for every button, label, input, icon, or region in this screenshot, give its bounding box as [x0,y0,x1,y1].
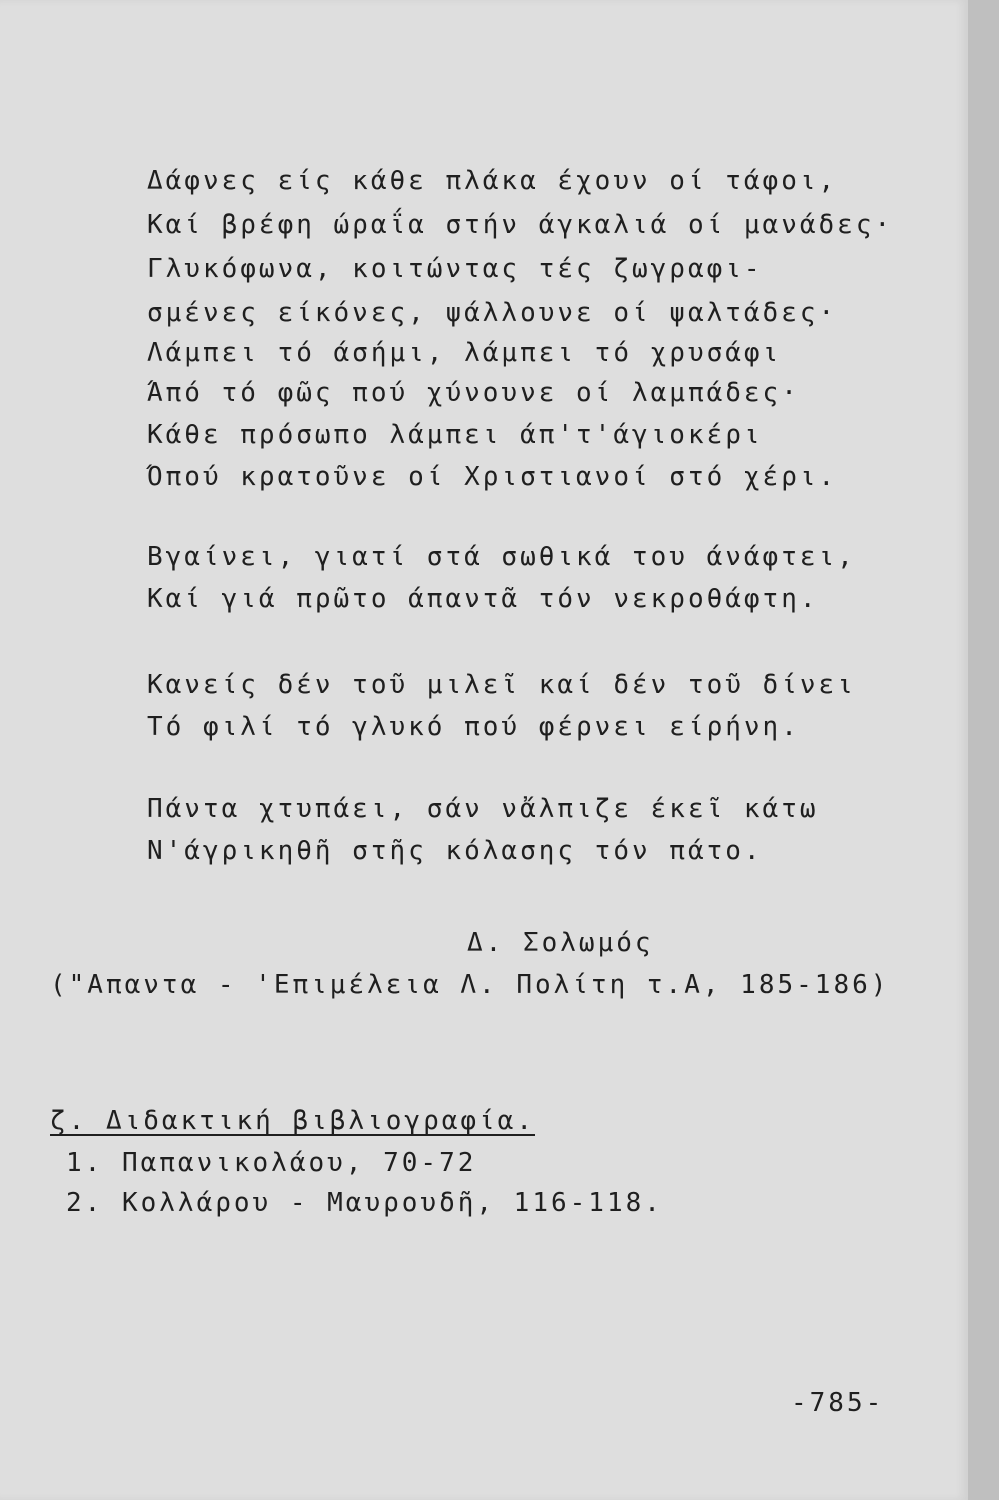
bibliography-heading: ζ. Διδακτική βιβλιογραφία. [50,1106,535,1136]
poem-line: Γλυκόφωνα, κοιτώντας τές ζωγραφι- [147,254,763,284]
poem-line: Βγαίνει, γιατί στά σωθικά του άνάφτει, [147,542,856,572]
poem-line: Πάντα χτυπάει, σάν νἄλπιζε έκεῖ κάτω [147,794,819,824]
poem-line: Κάθε πρόσωπο λάμπει άπ'τ'άγιοκέρι [147,420,763,450]
author-signature: Δ. Σολωμός [467,928,654,958]
page-number: -785- [791,1388,885,1418]
poem-line: Λάμπει τό άσήμι, λάμπει τό χρυσάφι [147,338,782,368]
poem-line: Τό φιλί τό γλυκό πού φέρνει είρήνη. [147,712,800,742]
poem-line: σμένες είκόνες, ψάλλουνε οί ψαλτάδες· [147,298,838,328]
poem-line: Κανείς δέν τοῦ μιλεῖ καί δέν τοῦ δίνει [147,670,856,700]
poem-line: Καί βρέφη ώραΐα στήν άγκαλιά οί μανάδες· [147,210,894,240]
poem-line: Καί γιά πρῶτο άπαντᾶ τόν νεκροθάφτη. [147,584,819,614]
poem-line: Άπό τό φῶς πού χύνουνε οί λαμπάδες· [147,378,800,408]
poem-line: Δάφνες είς κάθε πλάκα έχουν οί τάφοι, [147,166,838,196]
page-edge [968,0,999,1500]
source-citation: ("Απαντα - 'Επιμέλεια Λ. Πολίτη τ.Α, 185-186) [50,970,890,1000]
poem-line: Όπού κρατοῦνε οί Χριστιανοί στό χέρι. [147,462,838,492]
bibliography-item: 1. Παπανικολάου, 70-72 [66,1148,477,1178]
bibliography-item: 2. Κολλάρου - Μαυρουδῆ, 116-118. [66,1188,663,1218]
poem-line: Ν'άγρικηθῆ στῆς κόλασης τόν πάτο. [147,836,763,866]
